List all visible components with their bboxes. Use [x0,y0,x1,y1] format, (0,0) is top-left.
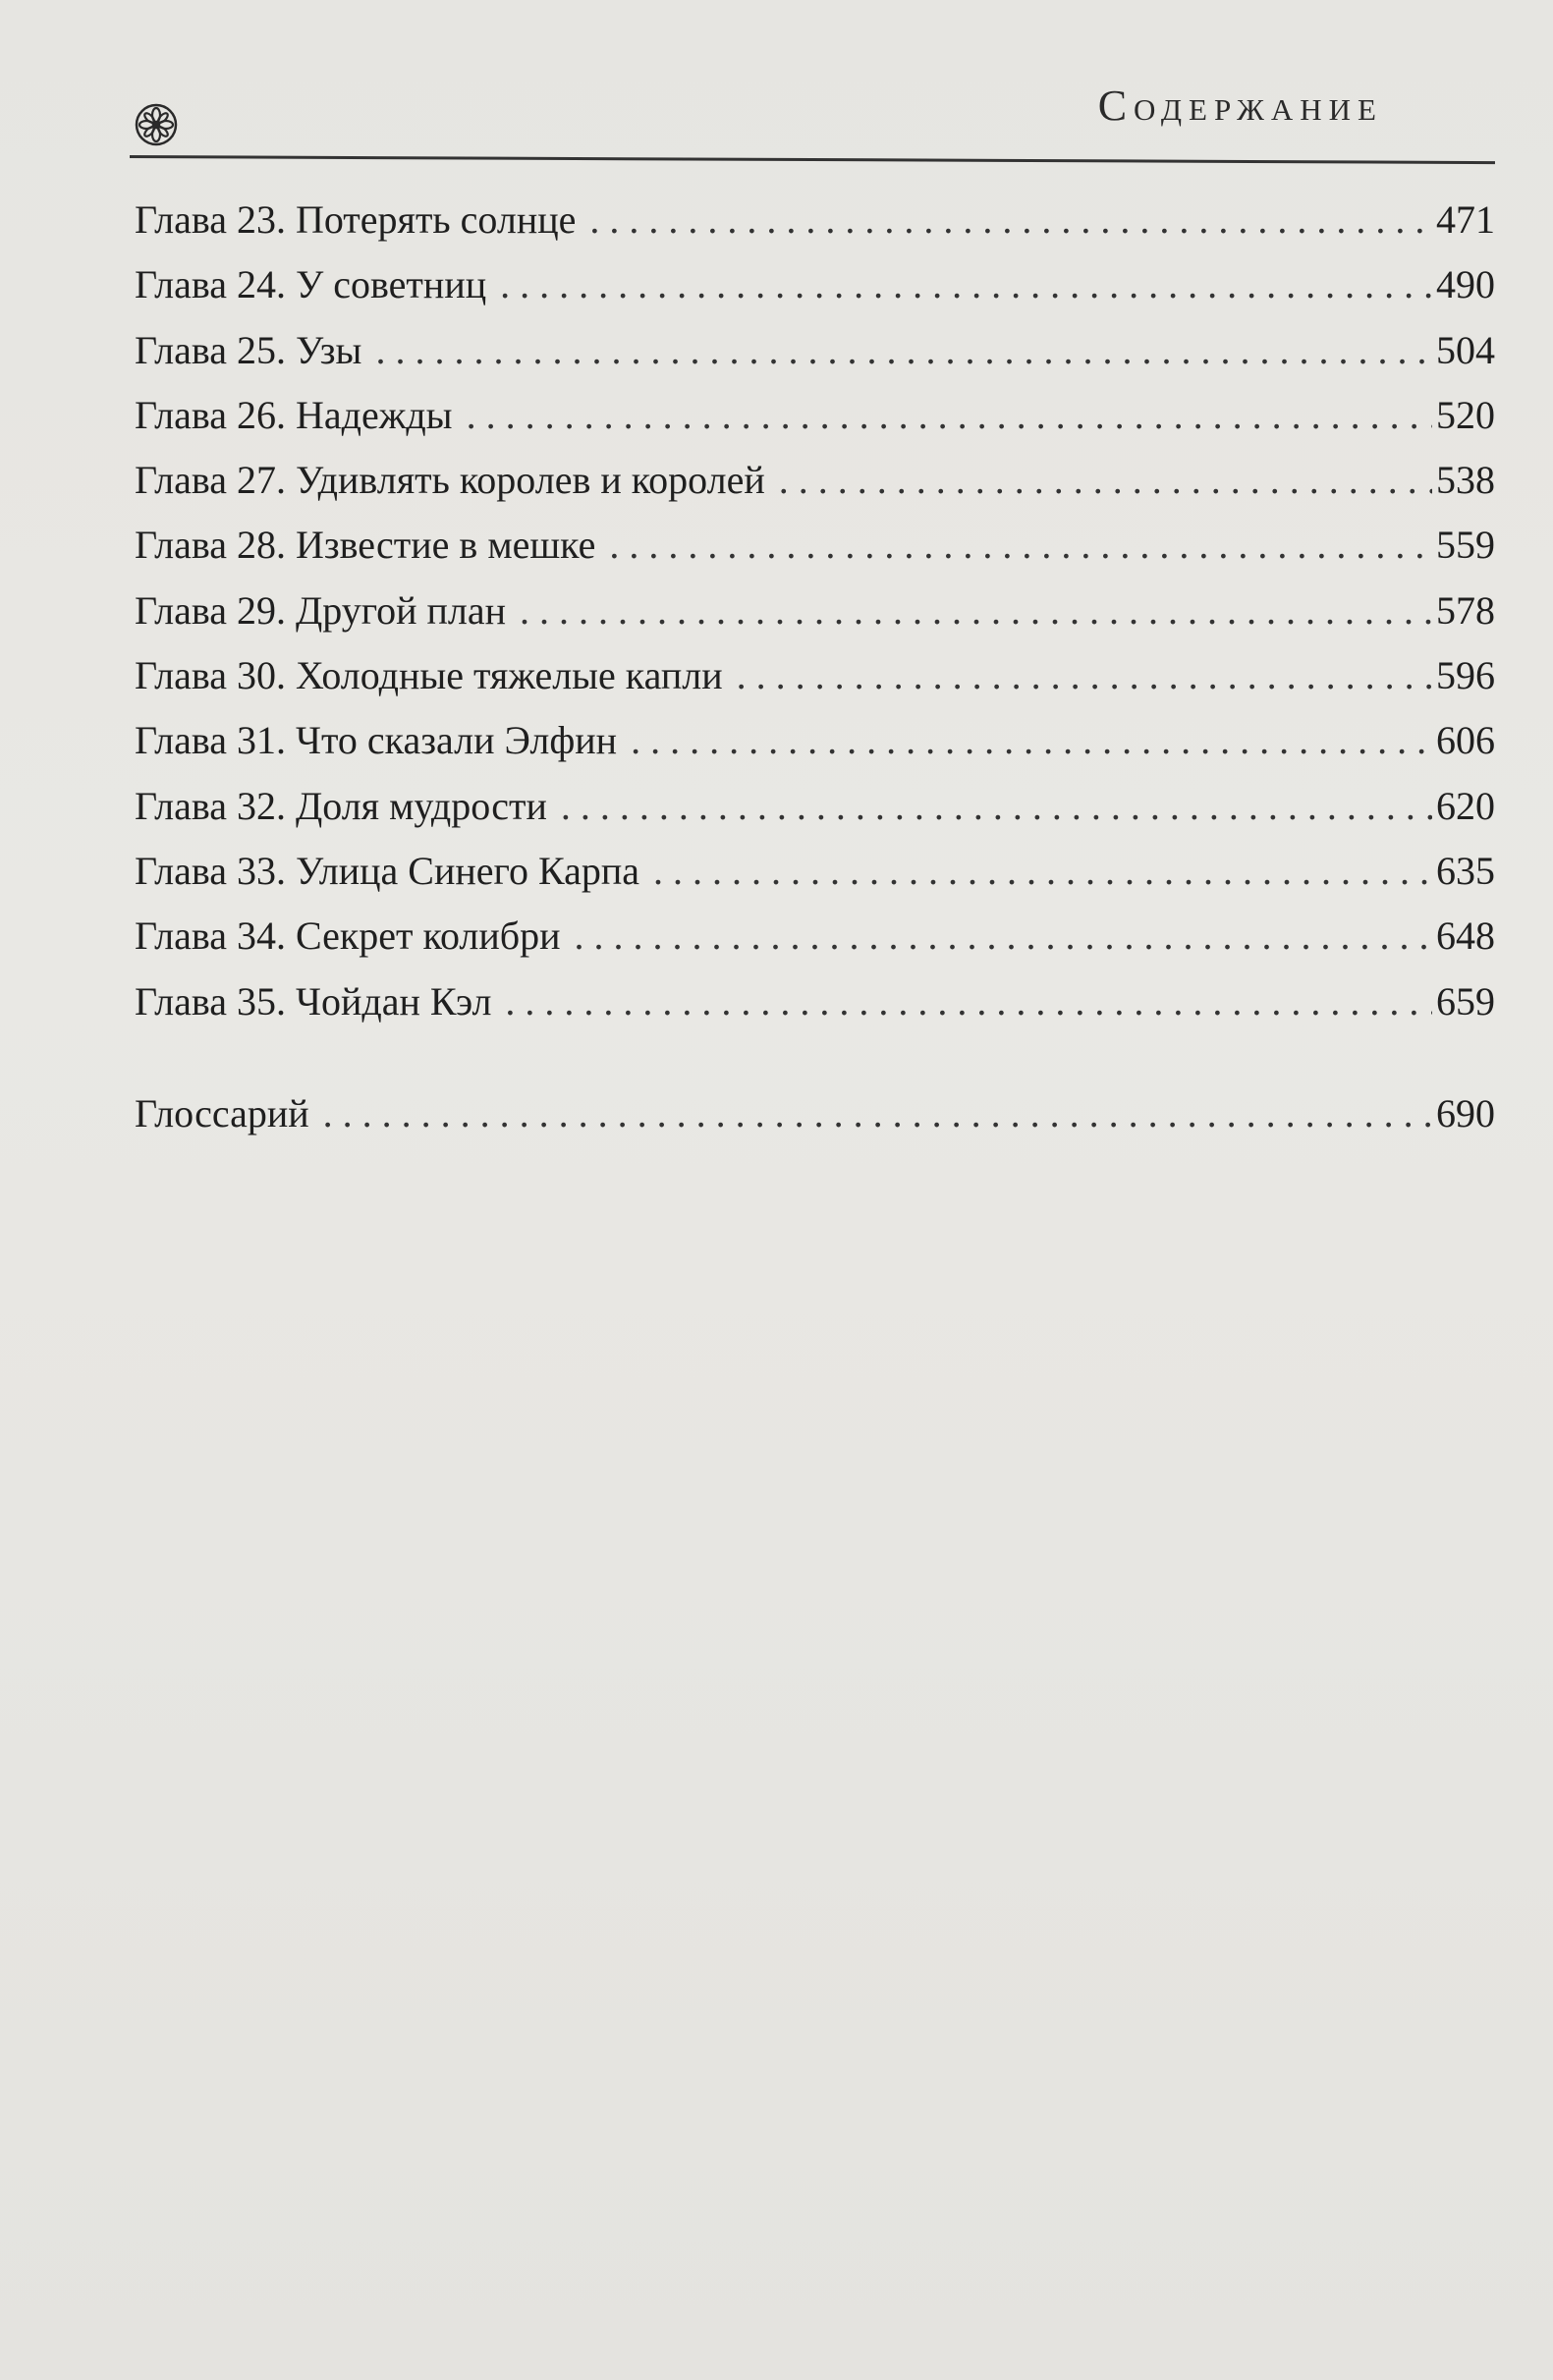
table-of-contents [135,196,1495,1155]
dot-leader [505,978,1432,1024]
toc-entry [135,848,1495,913]
toc-entry-title: Глава 26. Надежды [135,392,453,437]
toc-entry-page: 471 [1436,197,1495,242]
dot-leader [500,261,1432,307]
toc-entry-title: Глава 35. Чойдан Кэл [135,978,492,1024]
toc-entry-page: 520 [1436,392,1495,437]
dot-leader [631,717,1432,763]
toc-entry-page: 538 [1436,458,1495,503]
rosette-icon [134,102,179,147]
section-gap [135,1043,1495,1090]
toc-entry [135,783,1495,848]
toc-entry [135,522,1495,586]
toc-entry-title: Глава 30. Холодные тяжелые капли [135,653,723,698]
toc-entry-title: Глава 24. У советниц [135,262,487,307]
dot-leader [561,783,1432,829]
toc-entry-title: Глоссарий [135,1090,309,1135]
toc-entry [135,327,1495,392]
toc-entry [135,261,1495,326]
toc-entry-title: Глава 34. Секрет колибри [135,913,561,959]
toc-entry [135,717,1495,782]
dot-leader [375,327,1432,373]
toc-entry-page: 504 [1436,327,1495,372]
dot-leader [323,1090,1432,1136]
dot-leader [653,848,1432,894]
dot-leader [779,457,1432,503]
running-title: Содержание [1097,82,1383,130]
toc-entry-title: Глава 23. Потерять солнце [135,197,577,242]
toc-entry-page: 559 [1436,523,1495,568]
toc-entry [135,913,1495,977]
toc-entry-page: 635 [1436,848,1495,893]
dot-leader [737,652,1432,698]
toc-entry-page: 606 [1436,718,1495,763]
dot-leader [575,913,1432,959]
toc-entry-title: Глава 31. Что сказали Элфин [135,718,618,763]
toc-entry-title: Глава 28. Известие в мешке [135,523,596,568]
toc-entry-page: 620 [1436,783,1495,828]
toc-entry [135,457,1495,522]
dot-leader [520,587,1432,634]
toc-entry-title: Глава 25. Узы [135,327,362,372]
dot-leader [467,392,1432,438]
toc-entry-page: 578 [1436,587,1495,633]
toc-entry-page: 690 [1436,1090,1495,1135]
dot-leader [589,196,1432,243]
toc-entry-page: 596 [1436,653,1495,698]
toc-entry [135,587,1495,652]
toc-entry-title: Глава 27. Удивлять королев и королей [135,458,765,503]
toc-entry-page: 490 [1436,262,1495,307]
toc-entry-page: 659 [1436,978,1495,1024]
toc-entry [135,392,1495,457]
toc-entry [135,978,1495,1043]
toc-entry [135,652,1495,717]
toc-entry-glossary [135,1090,1495,1155]
dot-leader [609,522,1432,568]
toc-entry-title: Глава 29. Другой план [135,587,507,633]
page-header [130,69,1495,159]
toc-entry [135,196,1495,261]
toc-entry-page: 648 [1436,913,1495,959]
toc-entry-title: Глава 32. Доля мудрости [135,783,547,828]
toc-entry-title: Глава 33. Улица Синего Карпа [135,848,640,893]
